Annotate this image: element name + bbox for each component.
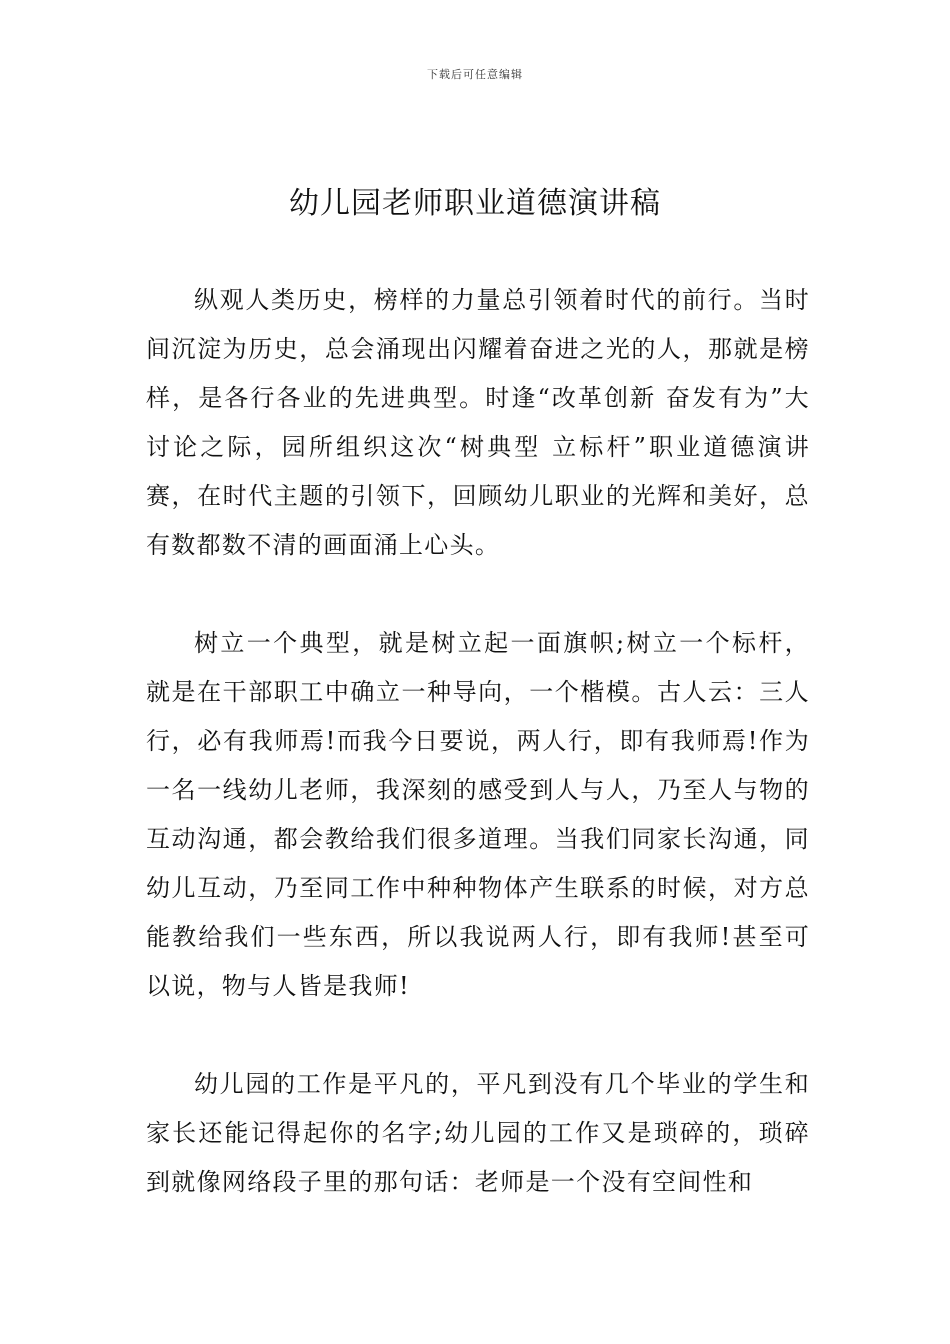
header-note: 下载后可任意编辑 xyxy=(427,68,523,81)
paragraph-1: 纵观人类历史，榜样的力量总引领着时代的前行。当时间沉淀为历史，总会涌现出闪耀着奋进之光的人，那就是榜样，是各行各业的先进典型。时逢“改革创新 奋发有为”大讨论之际，园所组织这次“树典型 立标杆”职业道德演讲赛，在时代主题的引领下，回顾幼儿职业的光辉和美好，总有数都数不清的画面涌上心头。 xyxy=(146,286,810,559)
paragraph-3: 幼儿园的工作是平凡的，平凡到没有几个毕业的学生和家长还能记得起你的名字;幼儿园的工作又是琐碎的，琐碎到就像网络段子里的那句话：老师是一个没有空间性和 xyxy=(146,1070,810,1196)
document-title: 幼儿园老师职业道德演讲稿 xyxy=(289,186,661,221)
document-body xyxy=(146,276,810,1256)
paragraph-2: 树立一个典型，就是树立起一面旗帜;树立一个标杆，就是在干部职工中确立一种导向，一个楷模。古人云：三人行，必有我师焉!而我今日要说，两人行，即有我师焉!作为一名一线幼儿老师，我深刻的感受到人与人，乃至人与物的互动沟通，都会教给我们很多道理。当我们同家长沟通，同幼儿互动，乃至同工作中种种物体产生联系的时候，对方总能教给我们一些东西，所以我说两人行，即有我师!甚至可以说，物与人皆是我师! xyxy=(146,629,810,1000)
